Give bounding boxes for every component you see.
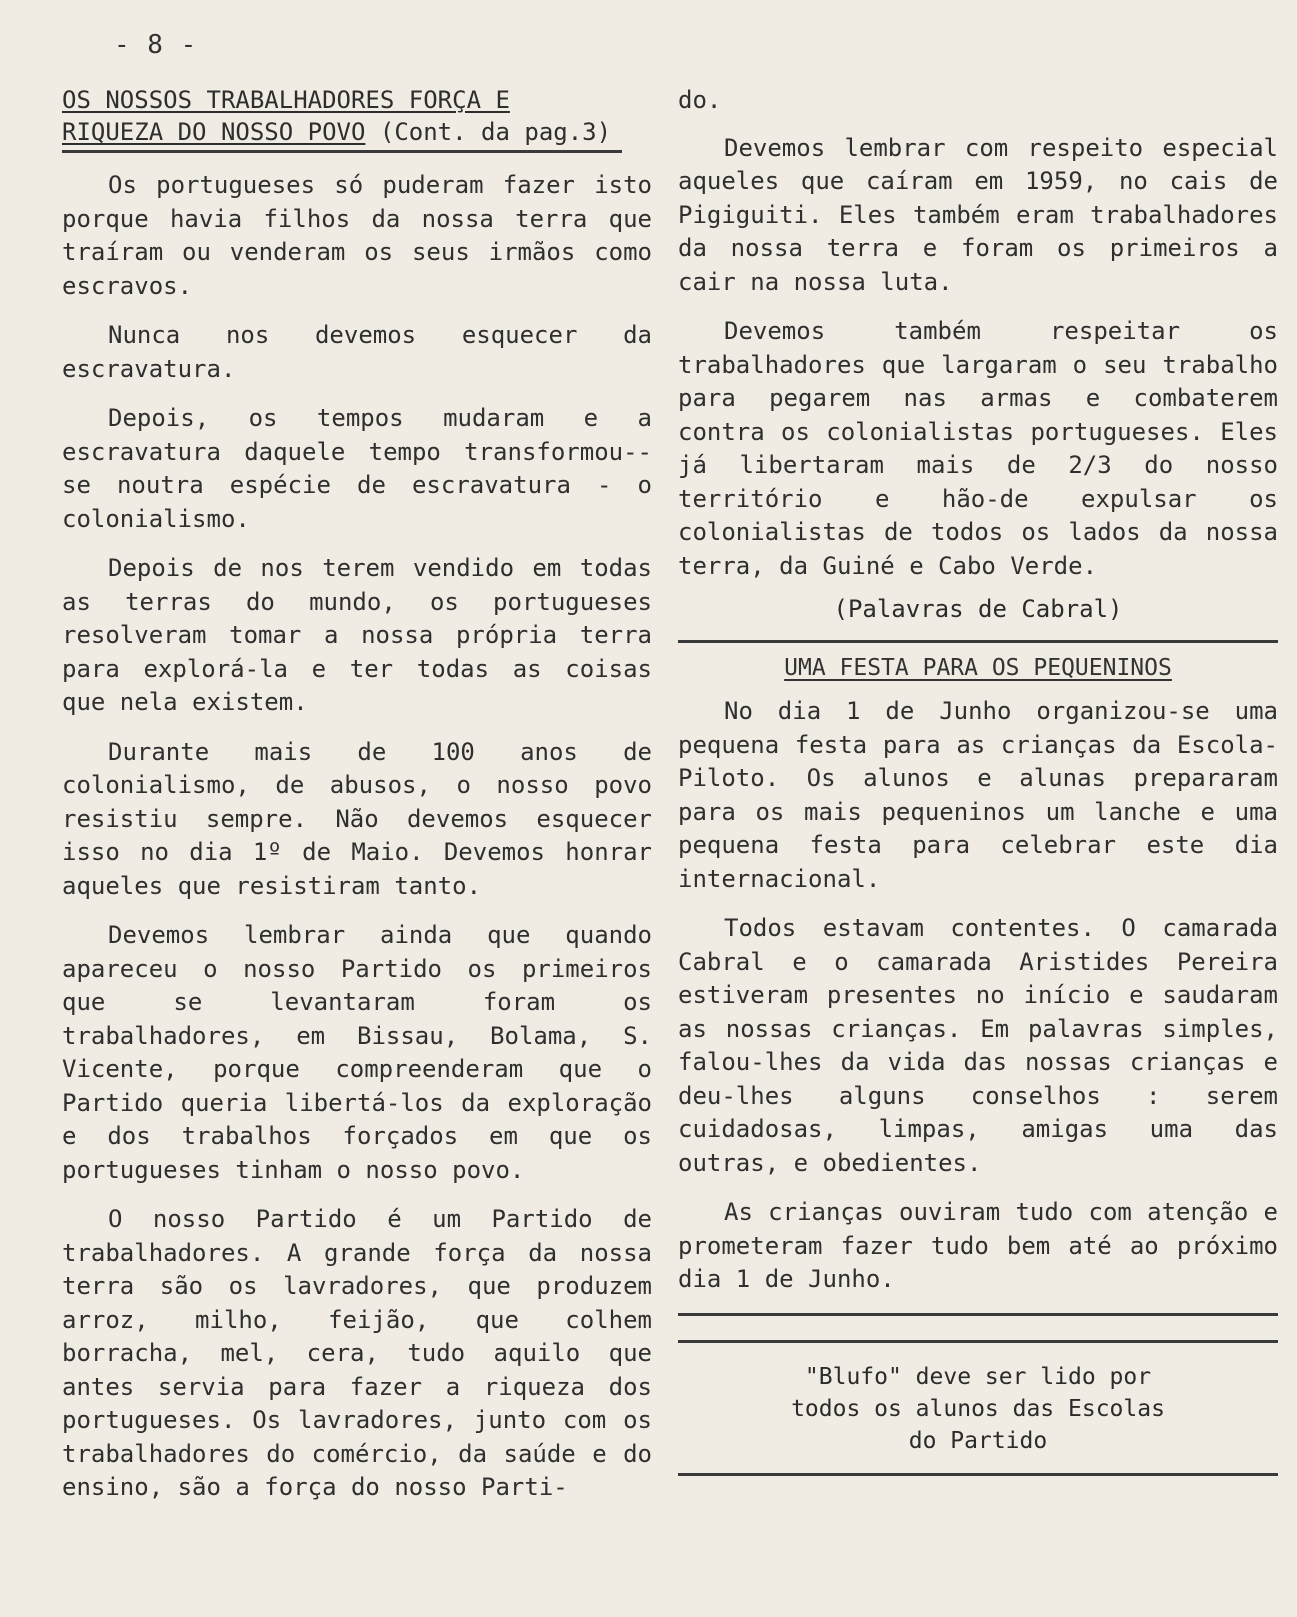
article-paragraph: Nunca nos devemos esquecer da escravatura.: [62, 321, 652, 383]
article-paragraph: Todos estavam contentes. O camarada Cabral e o camarada Aristides Pereira estiveram presentes no início e saudaram as nossas crianças. Em palavras simples, falou-lhes da vida das nossas crianças e deu-lhes alguns conselhos : serem cuidadosas, limpas, amigas uma das outras, e obedientes.: [678, 914, 1278, 1177]
section-divider: [678, 640, 1278, 643]
headline-line-2: RIQUEZA DO NOSSO POVO: [62, 118, 366, 146]
article-paragraph: No dia 1 de Junho organizou-se uma pequena festa para as crianças da Escola-Piloto. Os alunos e alunas prepararam para os mais pequeninos um lanche e uma pequena festa para celebrar este dia internacional.: [678, 697, 1278, 893]
article-paragraph: Depois de nos terem vendido em todas as terras do mundo, os portugueses resolveram tomar a nossa própria terra para explorá-la e ter todas as coisas que nela existem.: [62, 554, 652, 716]
page-number: - 8 -: [114, 30, 198, 60]
right-column: [678, 84, 1278, 1480]
article-paragraph: Os portugueses só puderam fazer isto porque havia filhos da nossa terra que traíram ou venderam os seus irmãos como escravos.: [62, 171, 652, 300]
notice-line: "Blufo" deve ser lido por: [804, 1363, 1152, 1390]
quote-attribution: (Palavras de Cabral): [833, 595, 1123, 623]
article-paragraph: Devemos lembrar com respeito especial aqueles que caíram em 1959, no cais de Pigiguiti. Eles também eram trabalhadores da nossa terra e foram os primeiros a cair na nossa luta.: [678, 133, 1278, 296]
article-paragraph: Devemos lembrar ainda que quando apareceu o nosso Partido os primeiros que se levantaram foram os trabalhadores, em Bissau, Bolama, S. Vicente, porque compreenderam que o Partido queria libertá-los da exploração e dos trabalhos forçados em que os portugueses tinham o nosso povo.: [62, 921, 652, 1184]
headline-line-1: OS NOSSOS TRABALHADORES FORÇA E: [62, 86, 510, 114]
headline-continuation-note: (Cont. da pag.3): [365, 118, 612, 146]
headline-rule: [62, 150, 622, 153]
article-paragraph: Depois, os tempos mudaram e a escravatura daquele tempo transformou--se noutra espécie de escravatura - o colonialismo.: [62, 404, 652, 533]
article-paragraph: As crianças ouviram tudo com atenção e prometeram fazer tudo bem até ao próximo dia 1 de Junho.: [678, 1198, 1278, 1293]
notice-line: todos os alunos das Escolas: [791, 1395, 1165, 1422]
left-column: [62, 84, 652, 1521]
article-headline: [62, 84, 652, 148]
section-divider: [678, 1340, 1278, 1343]
section-title: UMA FESTA PARA OS PEQUENINOS: [784, 655, 1172, 681]
continuation-text: do.: [678, 86, 722, 114]
notice-line: do Partido: [908, 1427, 1048, 1454]
section-divider: [678, 1313, 1278, 1316]
section-divider: [678, 1473, 1278, 1476]
article-paragraph: Devemos também respeitar os trabalhadores que largaram o seu trabalho para pegarem nas armas e combaterem contra os colonialistas portugueses. Eles já libertaram mais de 2/3 do nosso território e hão-de expulsar os colonialistas de todos os lados da nossa terra, da Guiné e Cabo Verde.: [678, 317, 1278, 580]
notice-box: [678, 1361, 1278, 1457]
article-paragraph: O nosso Partido é um Partido de trabalhadores. A grande força da nossa terra são os lavradores, que produzem arroz, milho, feijão, que colhem borracha, mel, cera, tudo aquilo que antes servia para fazer a riqueza dos portugueses. Os lavradores, junto com os trabalhadores do comércio, da saúde e do ensino, são a força do nosso Parti-: [62, 1205, 652, 1501]
article-paragraph: Durante mais de 100 anos de colonialismo, de abusos, o nosso povo resistiu sempre. Não devemos esquecer isso no dia 1º de Maio. Devemos honrar aqueles que resistiram tanto.: [62, 737, 652, 900]
